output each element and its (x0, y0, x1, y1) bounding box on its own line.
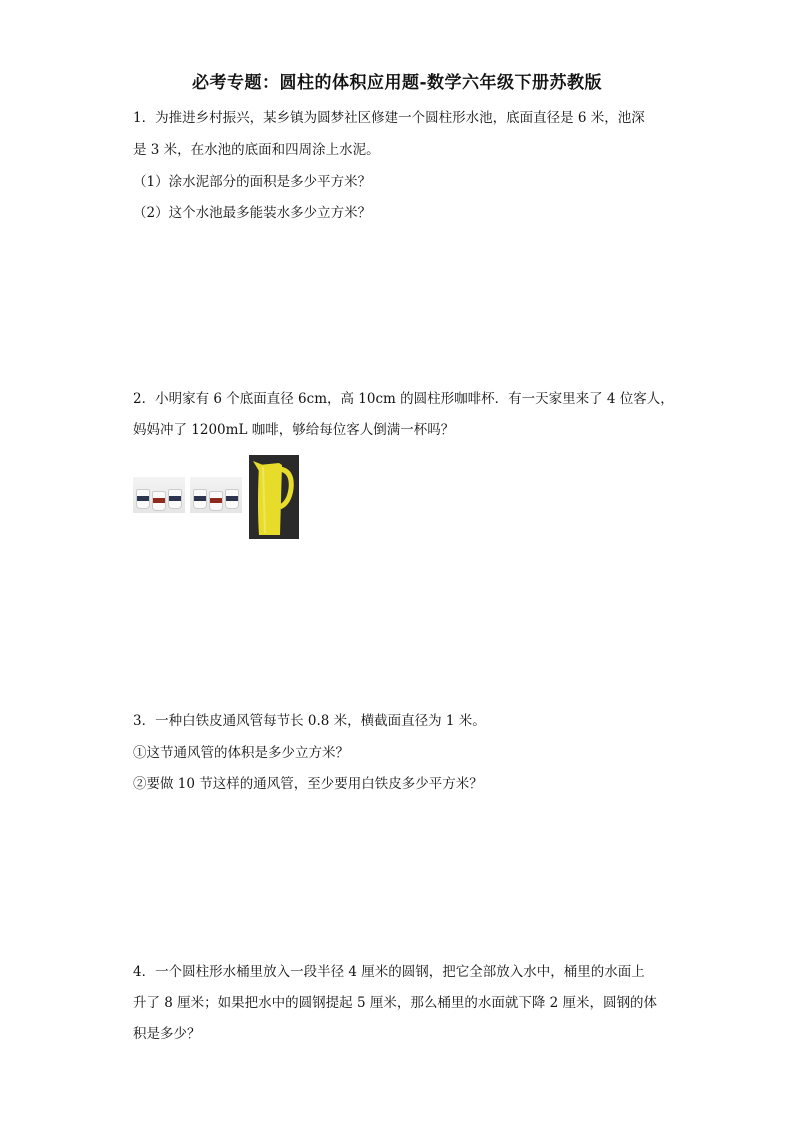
question-2-line-2: 妈妈冲了 1200mL 咖啡，够给每位客人倒满一杯吗？ (133, 422, 455, 438)
coffee-cups-photo (133, 477, 185, 513)
question-1-sub-1: （1）涂水泥部分的面积是多少平方米？ (133, 174, 372, 190)
coffee-cups-photo (190, 477, 242, 513)
question-2-line-1: 2．小明家有 6 个底面直径 6cm，高 10cm 的圆柱形咖啡杯．有一天家里来了 4 位客人， (133, 391, 674, 407)
question-3-line-1: 3．一种白铁皮通风管每节长 0.8 米，横截面直径为 1 米。 (133, 713, 486, 729)
yellow-pitcher-photo (249, 455, 299, 539)
page-title: 必考专题：圆柱的体积应用题-数学六年级下册苏教版 (191, 73, 603, 93)
question-1-sub-2: （2）这个水池最多能装水多少立方米？ (133, 205, 372, 221)
question-1-line-2: 是 3 米，在水池的底面和四周涂上水泥。 (133, 142, 380, 158)
question-3-sub-1: ①这节通风管的体积是多少立方米？ (133, 745, 349, 761)
question-4-line-1: 4．一个圆柱形水桶里放入一段半径 4 厘米的圆钢，把它全部放入水中，桶里的水面上 (133, 964, 645, 980)
question-1-line-1: 1．为推进乡村振兴，某乡镇为圆梦社区修建一个圆柱形水池，底面直径是 6 米，池深 (133, 110, 645, 126)
question-4-line-2: 升了 8 厘米；如果把水中的圆钢提起 5 厘米，那么桶里的水面就下降 2 厘米，圆钢的体 (133, 995, 658, 1011)
question-3-sub-2: ②要做 10 节这样的通风管，至少要用白铁皮多少平方米？ (133, 776, 483, 792)
question-4-line-3: 积是多少？ (133, 1026, 201, 1042)
pitcher-icon (249, 455, 299, 539)
